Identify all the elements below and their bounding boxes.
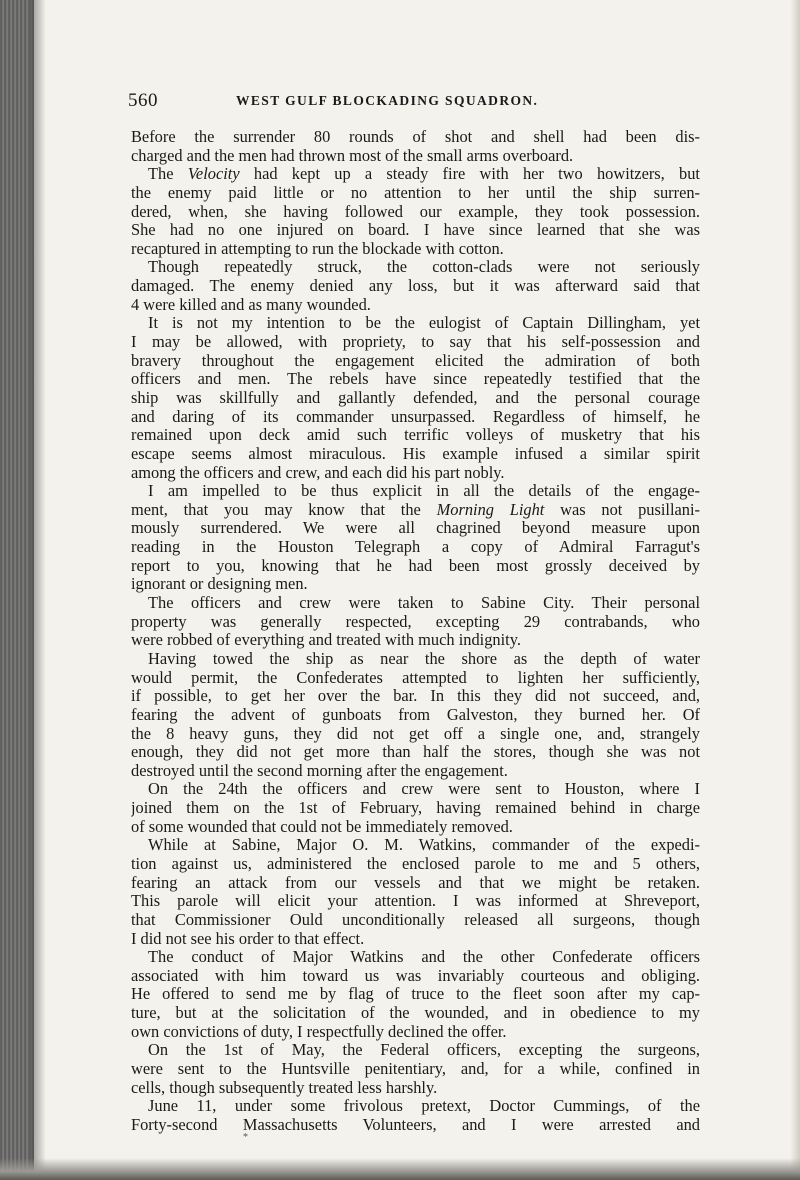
text-line: cells, though subsequently treated less harshly. bbox=[131, 1078, 438, 1097]
text-line: own convictions of duty, I respectfully declined the offer. bbox=[131, 1022, 507, 1041]
text-line: I am impelled to be thus explicit in all the details of the engage- bbox=[148, 482, 700, 501]
running-head: WEST GULF BLOCKADING SQUADRON. bbox=[236, 93, 539, 108]
text-line: reading in the Houston Telegraph a copy of Admiral Farragut's bbox=[131, 538, 700, 557]
text-line: 4 were killed and as many wounded. bbox=[131, 295, 371, 314]
text-line: I may be allowed, with propriety, to say that his self-possession and bbox=[131, 333, 700, 352]
text-line: among the officers and crew, and each did his part nobly. bbox=[131, 463, 505, 482]
text-line: property was generally respected, excepting 29 contrabands, who bbox=[131, 612, 700, 631]
body-text bbox=[131, 128, 700, 1135]
text-line: The officers and crew were taken to Sabine City. Their personal bbox=[148, 594, 700, 613]
scan-left-edge bbox=[0, 0, 34, 1180]
text-line: While at Sabine, Major O. M. Watkins, commander of the expedi- bbox=[148, 836, 700, 855]
text-line: joined them on the 1st of February, having remained behind in charge bbox=[131, 799, 700, 818]
text-line: The Velocity had kept up a steady fire with her two howitzers, but bbox=[148, 165, 700, 184]
text-line: He offered to send me by flag of truce to the fleet soon after my cap- bbox=[131, 985, 700, 1004]
text-line: enough, they did not get more than half the stores, though she was not bbox=[131, 743, 700, 762]
text-line: On the 24th the officers and crew were sent to Houston, where I bbox=[148, 780, 700, 799]
text-line: She had no one injured on board. I have since learned that she was bbox=[131, 221, 700, 240]
page-number: 560 bbox=[128, 90, 158, 111]
text-line: remained upon deck amid such terrific volleys of musketry that his bbox=[131, 426, 700, 445]
text-line: On the 1st of May, the Federal officers, excepting the surgeons, bbox=[148, 1041, 700, 1060]
text-line: the enemy paid little or no attention to her until the ship surren- bbox=[131, 183, 700, 202]
text-line: dered, when, she having followed our example, they took possession. bbox=[131, 202, 700, 221]
text-line: fearing the advent of gunboats from Galveston, they burned her. Of bbox=[131, 705, 700, 724]
text-line: charged and the men had thrown most of the small arms overboard. bbox=[131, 146, 574, 165]
text-line: ture, but at the solicitation of the wounded, and in obedience to my bbox=[131, 1004, 700, 1023]
text-line: would permit, the Confederates attempted to lighten her sufficiently, bbox=[131, 668, 700, 687]
text-line: the 8 heavy guns, they did not get off a single one, and, strangely bbox=[131, 724, 700, 743]
text-line: damaged. The enemy denied any loss, but it was afterward said that bbox=[131, 277, 700, 296]
text-line: ignorant or designing men. bbox=[131, 575, 308, 594]
text-line: It is not my intention to be the eulogist of Captain Dillingham, yet bbox=[148, 314, 700, 333]
text-line: The conduct of Major Watkins and the other Confederate officers bbox=[148, 948, 700, 967]
text-line: bravery throughout the engagement elicited the admiration of both bbox=[131, 351, 700, 370]
text-line: June 11, under some frivolous pretext, Doctor Cummings, of the bbox=[148, 1097, 700, 1116]
text-line: Though repeatedly struck, the cotton-clads were not seriously bbox=[148, 258, 700, 277]
text-line: tion against us, administered the enclosed parole to me and 5 others, bbox=[131, 854, 700, 873]
text-line: ment, that you may know that the Morning Light was not pusillani- bbox=[131, 500, 700, 519]
text-line: This parole will elicit your attention. I was informed at Shreveport, bbox=[131, 892, 700, 911]
text-line: were robbed of everything and treated with much indignity. bbox=[131, 631, 521, 650]
text-line: Before the surrender 80 rounds of shot and shell had been dis- bbox=[131, 128, 700, 146]
scan-right-edge bbox=[790, 0, 800, 1180]
text-line: Having towed the ship as near the shore as the depth of water bbox=[148, 649, 700, 668]
text-line: associated with him toward us was invariably courteous and obliging. bbox=[131, 966, 700, 985]
text-line: officers and men. The rebels have since repeatedly testified that the bbox=[131, 370, 700, 389]
text-line: mously surrendered. We were all chagrined beyond measure upon bbox=[131, 519, 700, 538]
text-line: I did not see his order to that effect. bbox=[131, 929, 365, 948]
scan-left-shadow bbox=[30, 0, 46, 1180]
text-line: escape seems almost miraculous. His example infused a similar spirit bbox=[131, 444, 700, 463]
page-header bbox=[128, 88, 700, 118]
text-line: and daring of its commander unsurpassed. Regardless of himself, he bbox=[131, 407, 700, 426]
footer-mark: * bbox=[243, 1132, 248, 1143]
text-line: recaptured in attempting to run the blockade with cotton. bbox=[131, 239, 504, 258]
text-line: destroyed until the second morning after the engagement. bbox=[131, 761, 508, 780]
text-line: fearing an attack from our vessels and that we might be retaken. bbox=[131, 873, 700, 892]
text-line: of some wounded that could not be immediately removed. bbox=[131, 817, 513, 836]
scan-bottom-edge bbox=[0, 1158, 800, 1180]
text-line: report to you, knowing that he had been most grossly deceived by bbox=[131, 556, 700, 575]
text-line: Forty-second Massachusetts Volunteers, and I were arrested and bbox=[131, 1115, 700, 1134]
text-line: ship was skillfully and gallantly defended, and the personal courage bbox=[131, 388, 700, 407]
text-line: if possible, to get her over the bar. In this they did not succeed, and, bbox=[131, 687, 700, 706]
text-line: were sent to the Huntsville penitentiary, and, for a while, confined in bbox=[131, 1060, 700, 1079]
text-line: that Commissioner Ould unconditionally released all surgeons, though bbox=[131, 910, 700, 929]
